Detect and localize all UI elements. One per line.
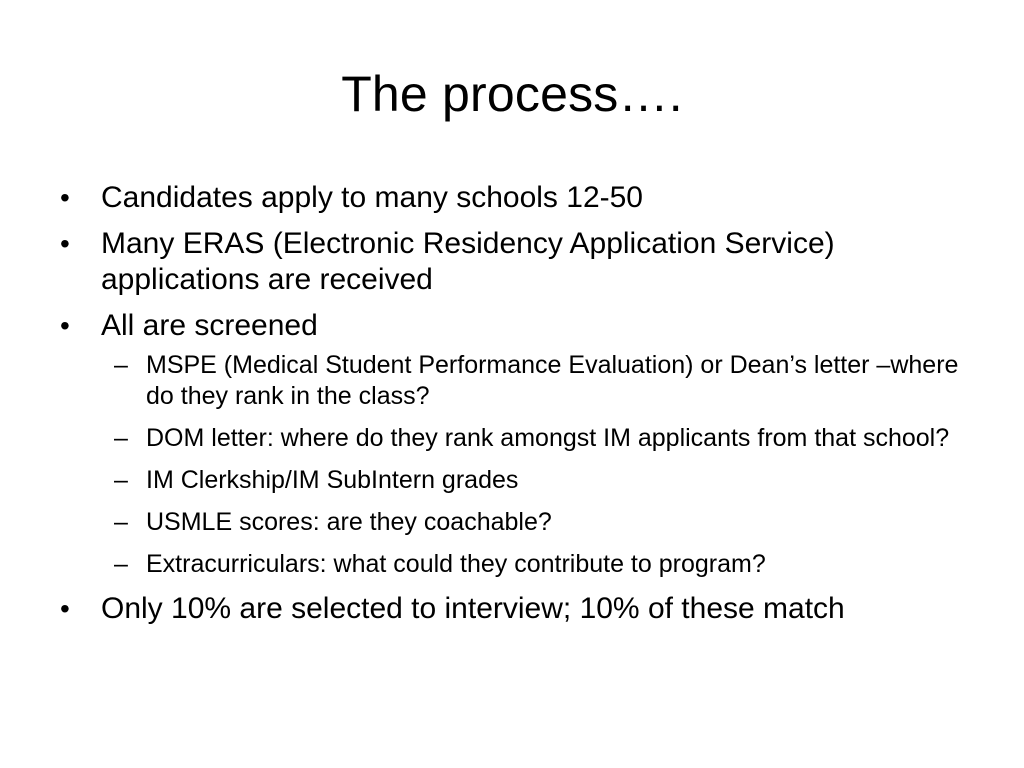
bullet-text: Only 10% are selected to interview; 10% of these match [101,592,845,625]
bullet-text: Many ERAS (Electronic Residency Application Service) applications are received [101,227,835,296]
sub-bullet-item [60,465,980,496]
bullet-item [60,308,980,580]
bullet-text: All are screened [101,309,318,342]
dash-icon: – [114,424,128,452]
sub-bullet-item [60,549,980,580]
sub-bullet-item [60,423,980,454]
dash-icon: – [114,550,128,578]
bullet-list [60,180,980,637]
sub-bullet-text: Extracurriculars: what could they contribute to program? [146,550,766,578]
bullet-icon: • [60,228,70,259]
sub-bullet-text: IM Clerkship/IM SubIntern grades [146,466,519,494]
dash-icon: – [114,351,128,379]
bullet-icon: • [60,593,70,624]
dash-icon: – [114,466,128,494]
sub-bullet-item [60,350,980,412]
bullet-text: Candidates apply to many schools 12-50 [101,181,643,214]
sub-bullet-text: DOM letter: where do they rank amongst IM applicants from that school? [146,424,950,452]
bullet-item [60,591,980,627]
bullet-item [60,226,980,298]
sub-bullet-list [60,350,980,580]
bullet-icon: • [60,182,70,213]
slide-title: The process…. [341,66,683,122]
sub-bullet-item [60,507,980,538]
bullet-item [60,180,980,216]
bullet-icon: • [60,310,70,341]
sub-bullet-text: USMLE scores: are they coachable? [146,508,552,536]
dash-icon: – [114,508,128,536]
sub-bullet-text: MSPE (Medical Student Performance Evaluation) or Dean’s letter –where do they rank in the class? [146,351,959,410]
